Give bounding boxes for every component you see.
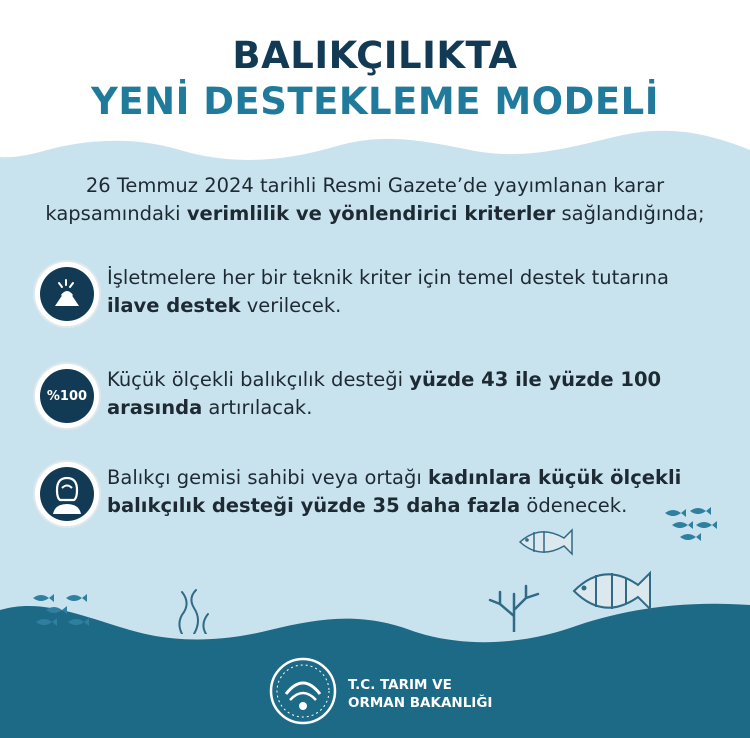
handshake-icon — [49, 276, 85, 312]
fish-school-left-icon — [28, 590, 98, 630]
icon-badge — [35, 364, 99, 428]
intro-part2: sağlandığında; — [555, 202, 705, 225]
ministry-logo — [268, 656, 338, 726]
intro-part1: 26 Temmuz 2024 tarihli Resmi Gazete’de yayımlanan karar kapsamındaki — [45, 174, 665, 225]
item-text-part2: artırılacak. — [202, 396, 313, 419]
ministry-name — [348, 676, 492, 712]
item-text-part2: verilecek. — [240, 294, 342, 317]
page-title-line1: BALIKÇILIKTA — [232, 34, 518, 77]
item-text-part1: İşletmelere her bir teknik kriter için temel destek tutarına — [107, 266, 669, 289]
item-text — [107, 464, 717, 520]
percent-100-icon — [40, 369, 94, 423]
item-text-part1: Küçük ölçekli balıkçılık desteği — [107, 368, 410, 391]
intro-text — [20, 172, 730, 228]
seaweed-icon — [172, 588, 216, 634]
item-text-part1: Balıkçı gemisi sahibi veya ortağı — [107, 466, 428, 489]
percent-100-label: %100 — [46, 388, 88, 404]
ministry-line2: ORMAN BAKANLIĞI — [348, 695, 493, 711]
item-text-part2: ödenecek. — [520, 494, 628, 517]
icon-badge — [35, 462, 99, 526]
ministry-line1: T.C. TARIM VE — [348, 677, 452, 693]
item-text — [107, 264, 717, 320]
page-title-line2: YENİ DESTEKLEME MODELİ — [91, 80, 659, 123]
clownfish-small-icon — [516, 526, 576, 558]
item-text — [107, 366, 717, 422]
item-text-bold: ilave destek — [107, 294, 241, 317]
item-text-bold: kadınlara küçük ölçekli balıkçılık desteği yüzde 35 daha fazla — [107, 466, 682, 517]
clownfish-large-icon — [568, 566, 658, 616]
item-text-bold: yüzde 43 ile yüzde 100 arasında — [107, 368, 662, 419]
coral-icon — [484, 580, 544, 632]
icon-badge — [35, 262, 99, 326]
intro-bold: verimlilik ve yönlendirici kriterler — [186, 202, 556, 225]
woman-icon — [49, 474, 85, 514]
